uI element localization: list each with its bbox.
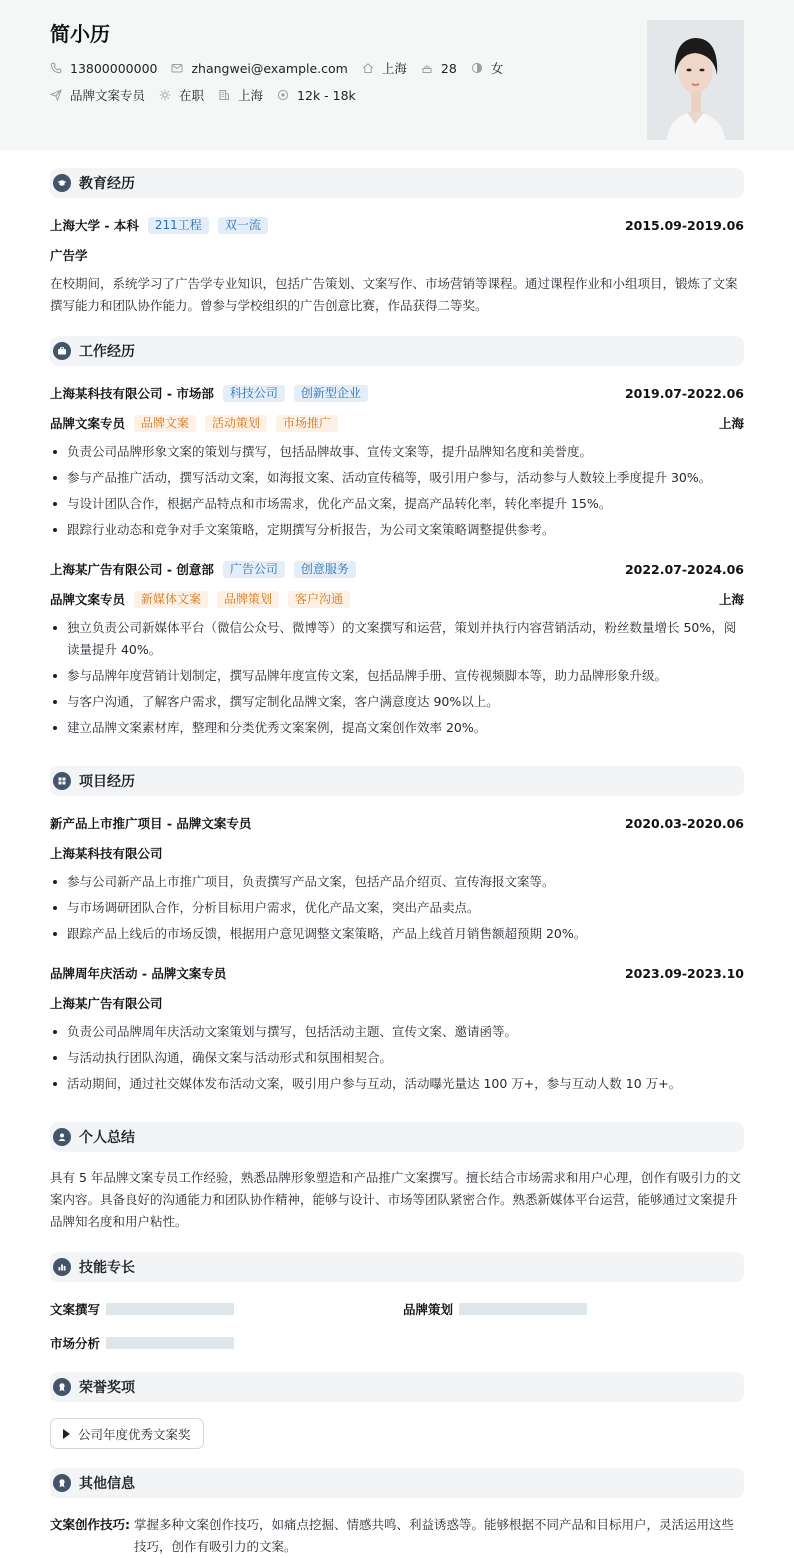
job-city-value: 上海	[238, 88, 264, 103]
gender-icon	[471, 62, 483, 74]
other-info-value: 掌握多种文案创作技巧，如痛点挖掘、情感共鸣、利益诱惑等。能够根据不同产品和目标用户，灵活运用这些技巧，创作有吸引力的文案。	[134, 1517, 735, 1554]
projects-section-title: 项目经历	[79, 774, 135, 790]
job-header-row	[50, 384, 744, 402]
resume-header	[0, 0, 794, 150]
home-icon	[362, 62, 374, 74]
list-item: 参与产品推广活动，撰写活动文案，如海报文案、活动宣传稿等，吸引用户参与，活动参与人数较上季度提升 30%。	[50, 467, 744, 489]
phone-icon	[50, 62, 62, 74]
project-header-row	[50, 814, 744, 832]
graduation-cap-icon	[53, 174, 71, 192]
skill-item	[403, 1300, 587, 1318]
candidate-name: 简小历	[50, 22, 110, 46]
status-icon	[159, 89, 171, 101]
job-location: 上海	[718, 592, 744, 607]
project-period: 2023.09-2023.10	[624, 965, 744, 981]
school-title: 上海大学 - 本科	[50, 218, 139, 233]
role-tag: 品牌策划	[217, 591, 279, 608]
company-tag: 广告公司	[223, 561, 285, 578]
education-header-row	[50, 216, 744, 234]
role-tag: 客户沟通	[288, 591, 350, 608]
school-tag: 双一流	[218, 217, 268, 234]
project-title: 新产品上市推广项目 - 品牌文案专员	[50, 816, 252, 831]
role-tag: 市场推广	[276, 415, 338, 432]
job-role-row	[50, 414, 744, 432]
education-period: 2015.09-2019.06	[624, 217, 744, 233]
skill-level-bar	[106, 1303, 234, 1315]
skill-level-bar	[459, 1303, 587, 1315]
role-tag: 新媒体文案	[134, 591, 208, 608]
list-item: 负责公司品牌形象文案的策划与撰写，包括品牌故事、宣传文案等，提升品牌知名度和美誉度。	[50, 441, 744, 463]
list-item: 活动期间，通过社交媒体发布活动文案，吸引用户参与互动，活动曝光量达 100 万+，参与互动人数 10 万+。	[50, 1073, 744, 1095]
age-icon	[421, 62, 433, 74]
send-icon	[50, 89, 62, 101]
project-duties-list	[50, 871, 744, 949]
list-item: 与客户沟通，了解客户需求，撰写定制化品牌文案，客户满意度达 90%以上。	[50, 691, 744, 713]
grid-icon	[53, 772, 71, 790]
award-icon	[53, 1378, 71, 1396]
job-role-row	[50, 590, 744, 608]
education-section-header	[50, 168, 744, 198]
email-item	[171, 61, 347, 76]
phone-value: 13800000000	[70, 60, 158, 76]
job-location: 上海	[718, 416, 744, 431]
salary-item	[277, 88, 356, 103]
list-item: 参与品牌年度营销计划制定，撰写品牌年度宣传文案，包括品牌手册、宣传视频脚本等，助力品牌形象升级。	[50, 665, 744, 687]
play-triangle-icon	[63, 1429, 70, 1439]
skills-section-header	[50, 1252, 744, 1282]
award-item-toggle[interactable]	[50, 1418, 204, 1449]
gender-value: 女	[490, 61, 504, 76]
awards-section-header	[50, 1372, 744, 1402]
list-item: 建立品牌文案素材库，整理和分类优秀文案案例，提高文案创作效率 20%。	[50, 717, 744, 739]
project-company: 上海某科技有限公司	[50, 846, 163, 861]
major-row	[50, 246, 744, 264]
summary-section-header	[50, 1122, 744, 1152]
skill-name: 文案撰写	[50, 1302, 101, 1317]
building-icon	[218, 89, 230, 101]
summary-text: 具有 5 年品牌文案专员工作经验，熟悉品牌形象塑造和产品推广文案撰写。擅长结合市场需求和用户心理，创作有吸引力的文案内容。具备良好的沟通能力和团队协作精神，能够与设计、市场等团队紧密合作。熟悉新媒体平台运营，能够通过文案提升品牌知名度和用户粘性。	[50, 1170, 741, 1229]
role-tag: 品牌文案	[134, 415, 196, 432]
contact-row	[50, 59, 517, 77]
job-company: 上海某科技有限公司 - 市场部	[50, 386, 214, 401]
skill-level-bar	[106, 1337, 234, 1349]
award-icon	[53, 1474, 71, 1492]
skill-name: 品牌策划	[403, 1302, 454, 1317]
other-section-header	[50, 1468, 744, 1498]
phone-item	[50, 61, 157, 76]
mail-icon	[171, 62, 183, 74]
education-section-title: 教育经历	[79, 176, 135, 192]
work-section-header	[50, 336, 744, 366]
list-item: 与市场调研团队合作，分析目标用户需求，优化产品文案，突出产品卖点。	[50, 897, 744, 919]
company-tag: 创新型企业	[294, 385, 368, 402]
job-duties-list	[50, 441, 744, 545]
job-city-item	[218, 86, 263, 104]
gender-item	[471, 59, 504, 77]
job-header-row	[50, 560, 744, 578]
awards-section-title: 荣誉奖项	[79, 1380, 135, 1396]
age-value: 28	[440, 60, 457, 76]
project-duties-list	[50, 1021, 744, 1099]
chart-icon	[53, 1258, 71, 1276]
skill-name: 市场分析	[50, 1336, 101, 1351]
job-period: 2019.07-2022.06	[624, 385, 744, 401]
project-title: 品牌周年庆活动 - 品牌文案专员	[50, 966, 227, 981]
list-item: 跟踪产品上线后的市场反馈，根据用户意见调整文案策略，产品上线首月销售额超预期 20%。	[50, 923, 744, 945]
salary-icon	[277, 89, 289, 101]
other-info-row	[50, 1514, 744, 1558]
list-item: 与活动执行团队沟通，确保文案与活动形式和氛围相契合。	[50, 1047, 744, 1069]
skill-item	[50, 1300, 234, 1318]
job-period: 2022.07-2024.06	[624, 561, 744, 577]
school-tag: 211工程	[148, 217, 209, 234]
age-item	[421, 61, 457, 76]
major: 广告学	[50, 248, 88, 263]
list-item: 独立负责公司新媒体平台（微信公众号、微博等）的文案撰写和运营，策划并执行内容营销活动，粉丝数量增长 50%，阅读量提升 40%。	[50, 617, 744, 661]
job-title-value: 品牌文案专员	[70, 88, 146, 103]
job-role: 品牌文案专员	[50, 416, 126, 431]
project-period: 2020.03-2020.06	[624, 815, 744, 831]
email-value: zhangwei@example.com	[191, 60, 348, 76]
projects-section-header	[50, 766, 744, 796]
skills-section-title: 技能专长	[79, 1260, 135, 1276]
list-item: 负责公司品牌周年庆活动文案策划与撰写，包括活动主题、宣传文案、邀请函等。	[50, 1021, 744, 1043]
profile-photo	[647, 20, 744, 140]
education-description: 在校期间，系统学习了广告学专业知识，包括广告策划、文案写作、市场营销等课程。通过课程作业和小组项目，锻炼了文案撰写能力和团队协作能力。曾参与学校组织的广告创意比赛，作品获得二等奖。	[50, 276, 738, 313]
other-info-key: 文案创作技巧:	[50, 1517, 130, 1532]
company-tag: 科技公司	[223, 385, 285, 402]
job-duties-list	[50, 617, 744, 743]
status-item	[159, 86, 204, 104]
other-section-title: 其他信息	[79, 1476, 135, 1492]
summary-section-title: 个人总结	[79, 1130, 135, 1146]
list-item: 与设计团队合作，根据产品特点和市场需求，优化产品文案，提高产品转化率，转化率提升 15%。	[50, 493, 744, 515]
skill-item	[50, 1334, 234, 1352]
job-role: 品牌文案专员	[50, 592, 126, 607]
list-item: 跟踪行业动态和竞争对手文案策略，定期撰写分析报告，为公司文案策略调整提供参考。	[50, 519, 744, 541]
job-intent-row	[50, 86, 370, 104]
company-tag: 创意服务	[294, 561, 356, 578]
project-company: 上海某广告有限公司	[50, 996, 163, 1011]
briefcase-icon	[53, 342, 71, 360]
city-value: 上海	[381, 61, 407, 76]
list-item: 参与公司新产品上市推广项目，负责撰写产品文案，包括产品介绍页、宣传海报文案等。	[50, 871, 744, 893]
project-company-row	[50, 844, 744, 862]
job-title-item	[50, 86, 145, 104]
project-header-row	[50, 964, 744, 982]
user-icon	[53, 1128, 71, 1146]
role-tag: 活动策划	[205, 415, 267, 432]
city-item	[362, 59, 407, 77]
project-company-row	[50, 994, 744, 1012]
job-company: 上海某广告有限公司 - 创意部	[50, 562, 214, 577]
salary-value: 12k - 18k	[297, 87, 356, 103]
award-name: 公司年度优秀文案奖	[78, 1426, 191, 1442]
work-section-title: 工作经历	[79, 344, 135, 360]
status-value: 在职	[179, 88, 205, 103]
